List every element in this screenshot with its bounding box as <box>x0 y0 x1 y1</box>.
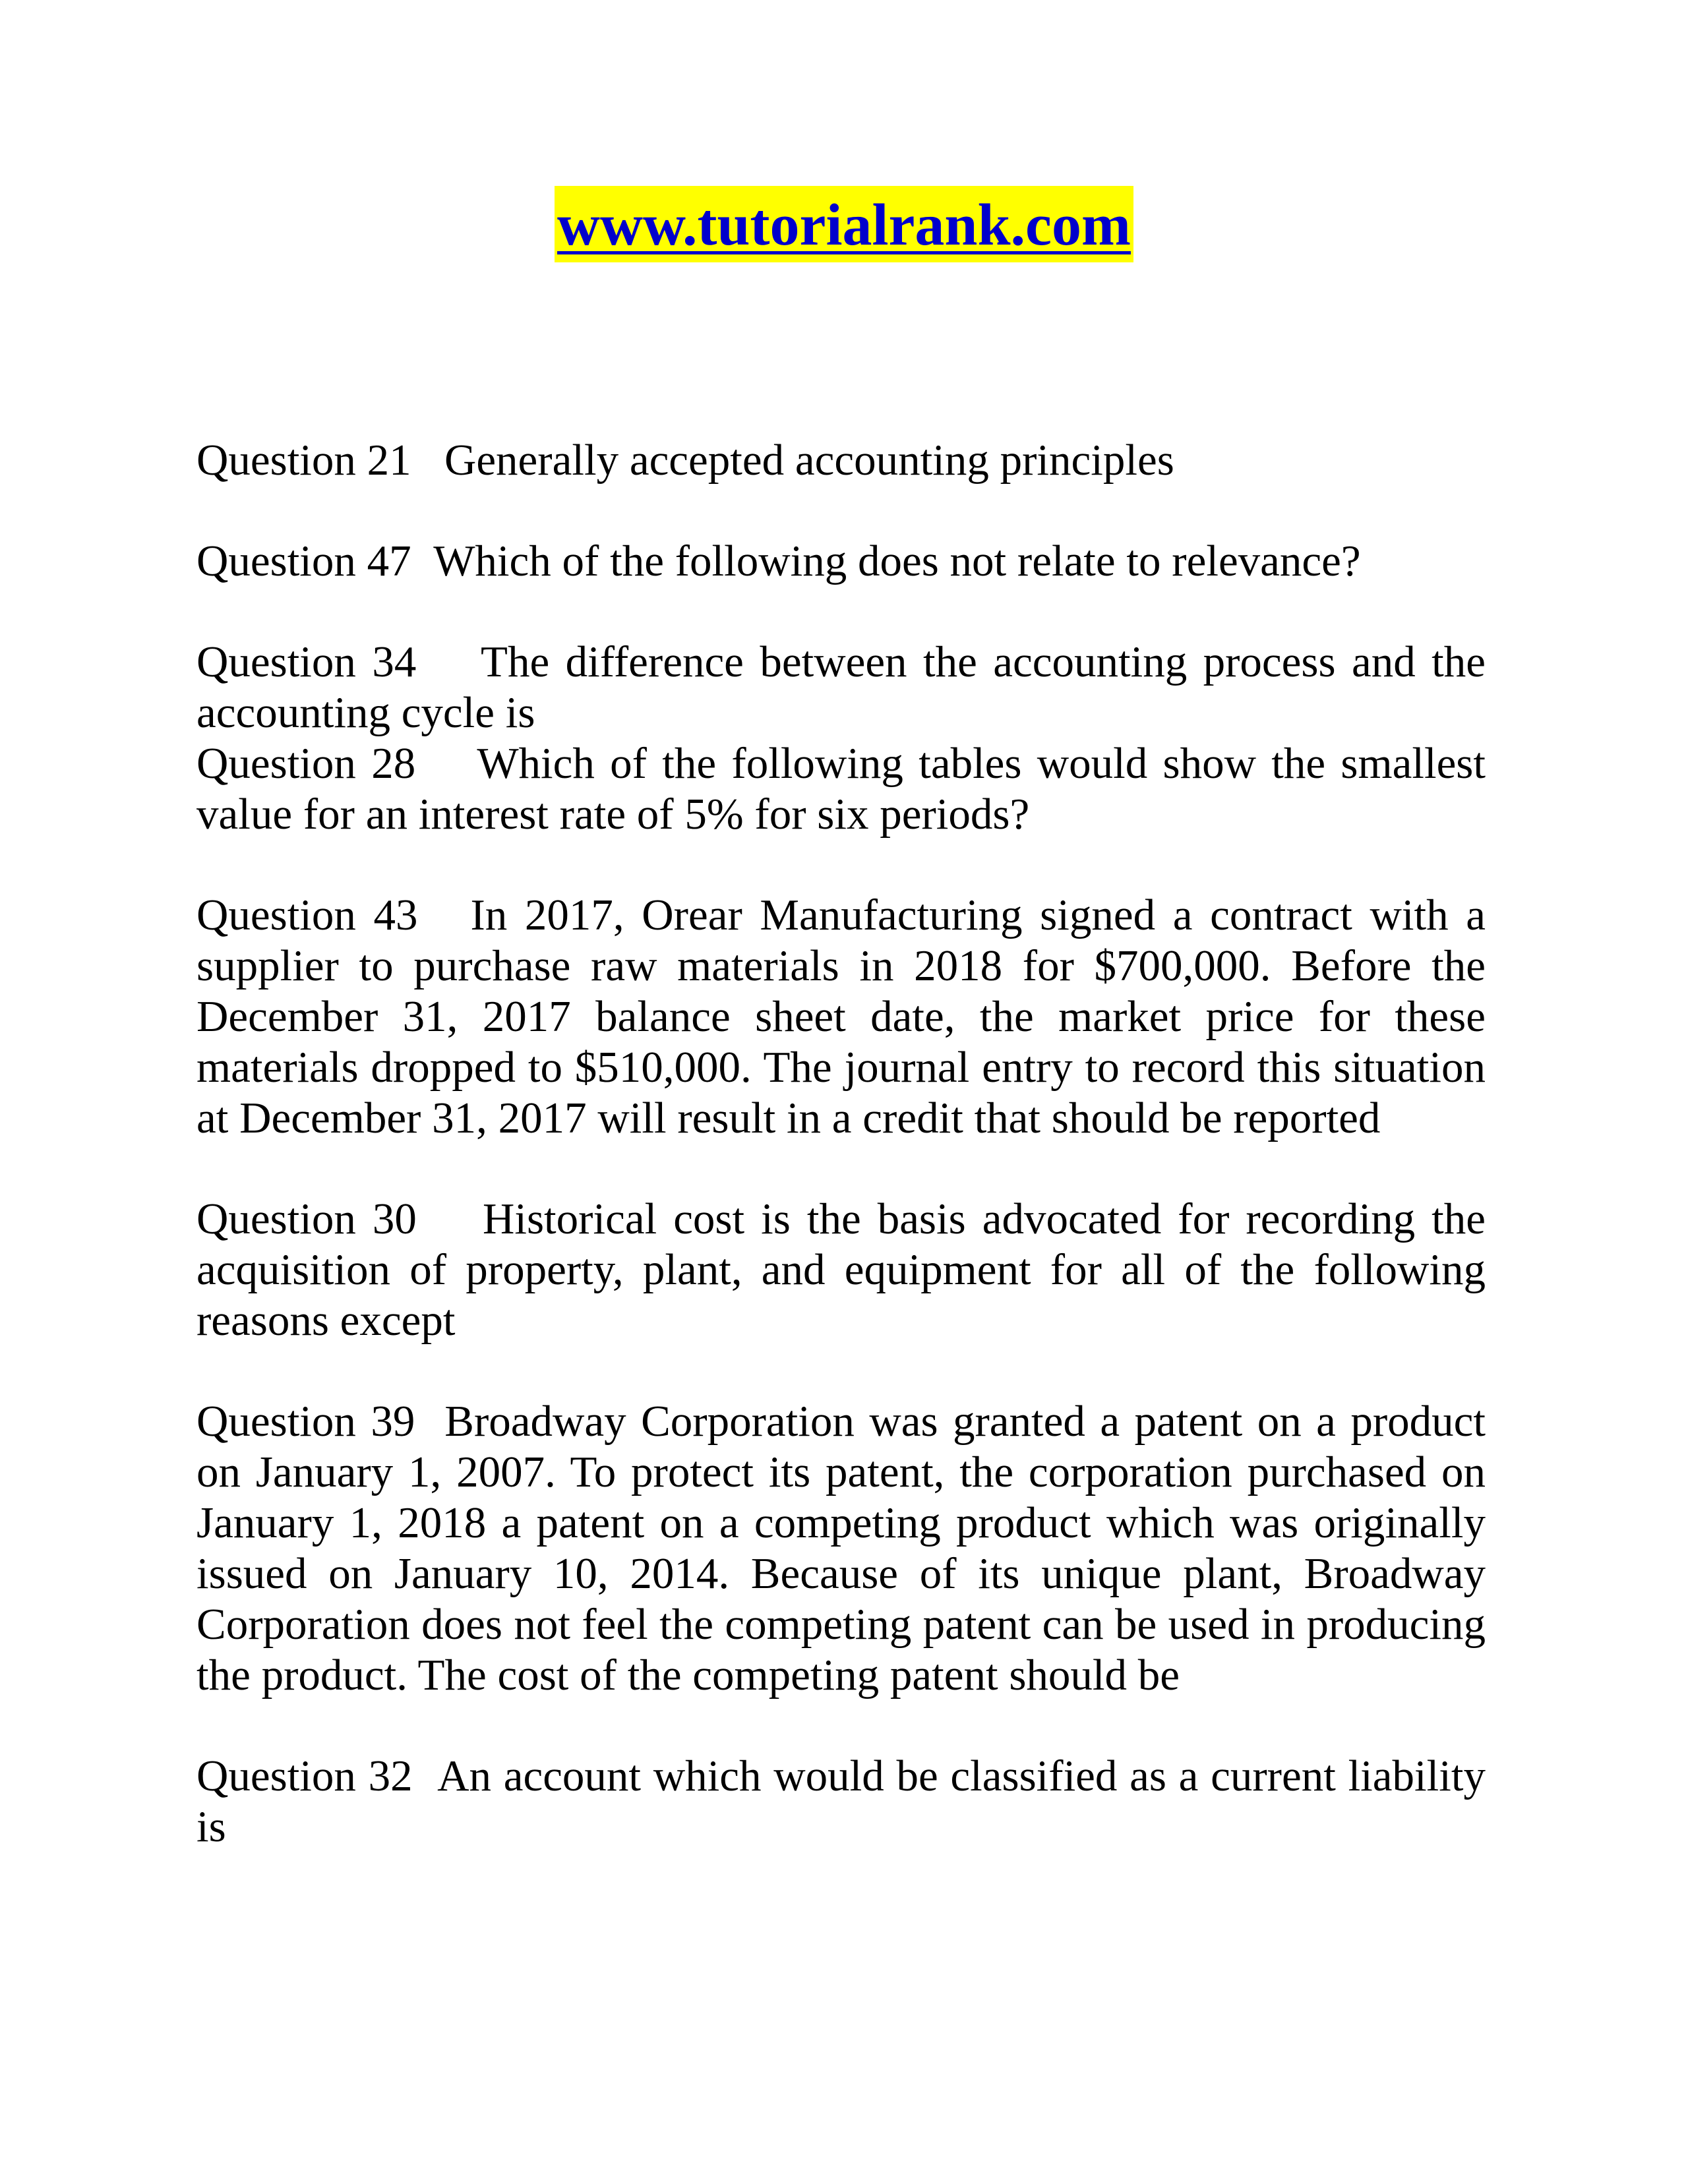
question-39 <box>196 1396 1486 1701</box>
question-text: Broadway Corporation was granted a patent on a product on January 1, 2007. To protect its patent, the corporation purchased on January 1, 2018 a patent on a competing product which was originally issued on January 10, 2014. Because of its unique plant, Broadway Corporation does not feel the competing patent can be used in producing the product. The cost of the competing patent should be <box>196 1397 1486 1699</box>
question-list <box>196 435 1486 1852</box>
question-34 <box>196 637 1486 738</box>
spacer <box>196 1346 1486 1396</box>
question-number: Question 32 <box>196 1752 413 1800</box>
question-text: In 2017, Orear Manufacturing signed a contract with a supplier to purchase raw materials in 2018 for $700,000. Before the December 31, 2017 balance sheet date, the market price for these materials dropped to $510,000. The journal entry to record this situation at December 31, 2017 will result in a credit that should be reported <box>196 891 1486 1142</box>
question-number: Question 39 <box>196 1397 415 1446</box>
question-21 <box>196 435 1486 486</box>
spacer <box>196 486 1486 536</box>
question-number: Question 30 <box>196 1195 417 1243</box>
question-number: Question 21 <box>196 436 411 485</box>
question-28 <box>196 738 1486 840</box>
question-text: The difference between the accounting process and the accounting cycle is <box>196 637 1486 737</box>
spacer <box>196 1701 1486 1751</box>
question-43 <box>196 890 1486 1144</box>
question-text: Historical cost is the basis advocated for recording the acquisition of property, plant, and equipment for all of the following reasons except <box>196 1195 1486 1345</box>
question-text: An account which would be classified as a current liability is <box>196 1752 1486 1851</box>
question-text: Generally accepted accounting principles <box>444 436 1174 485</box>
question-number: Question 47 <box>196 537 411 585</box>
question-30 <box>196 1194 1486 1346</box>
question-32 <box>196 1751 1486 1852</box>
question-number: Question 34 <box>196 637 417 686</box>
spacer <box>196 840 1486 890</box>
site-url-link[interactable]: www.tutorialrank.com <box>555 186 1133 262</box>
spacer <box>196 1144 1486 1194</box>
question-text: Which of the following tables would show the smallest value for an interest rate of 5% for six periods? <box>196 739 1486 839</box>
question-text: Which of the following does not relate to relevance? <box>433 537 1361 585</box>
page-header <box>0 186 1688 262</box>
question-number: Question 28 <box>196 739 416 788</box>
question-number: Question 43 <box>196 891 418 939</box>
question-47 <box>196 536 1486 587</box>
spacer <box>196 587 1486 637</box>
